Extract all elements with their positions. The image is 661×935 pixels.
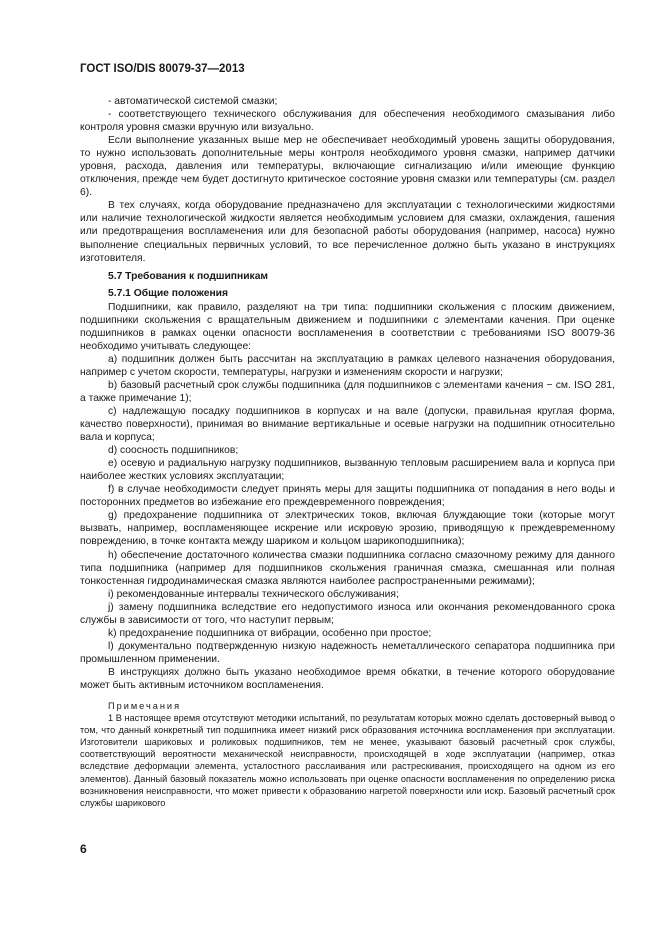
- paragraph: В инструкциях должно быть указано необходимое время обкатки, в течение которого оборудование может быть активным источником воспламенения.: [80, 666, 615, 691]
- subsection-title: 5.7.1 Общие положения: [108, 287, 228, 299]
- list-item: j) замену подшипника вследствие его недопустимого износа или окончания рекомендованного срока службы в зависимости от того, что наступит первым;: [80, 601, 615, 626]
- document-header: ГОСТ ISO/DIS 80079-37—2013: [80, 63, 245, 75]
- list-item: e) осевую и радиальную нагрузку подшипников, вызванную тепловым расширением вала и корпуса при наиболее жестких условиях эксплуатации;: [80, 458, 615, 483]
- list-item: c) надлежащую посадку подшипников в корпусах и на вале (допуски, правильная круглая форма, качество поверхности), принимая во внимание вертикальные и осевые нагрузки на подшипник относительно вала и корпуса;: [80, 405, 615, 444]
- list-item: a) подшипник должен быть рассчитан на эксплуатацию в рамках целевого назначения оборудования, например с учетом скорости, температуры, нагрузки и изменениям скорости и нагрузки;: [80, 353, 615, 378]
- list-item: l) документально подтвержденную низкую надежность неметаллического сепаратора подшипника при промышленном применении.: [80, 640, 615, 665]
- list-item: i) рекомендованные интервалы технического обслуживания;: [108, 588, 399, 600]
- list-item: - автоматической системой смазки;: [108, 96, 278, 107]
- list-item: f) в случае необходимости следует принять меры для защиты подшипника от попадания в него воды и посторонних предметов во избежание его преждевременного повреждения;: [80, 484, 615, 509]
- document-body: [80, 95, 615, 809]
- page-number: 6: [80, 842, 87, 856]
- paragraph: В тех случаях, когда оборудование предназначено для эксплуатации с технологическими жидкостями или наличие технологической жидкости является необходимым условием для смазки, охлаждения, гашения или предотвращения воспламенения или для безопасной работы оборудования (например, насоса) нужно выполнение специальных первичных условий, то все перечисленное должно быть указано в инструкциях изготовителя.: [80, 200, 615, 264]
- list-item: h) обеспечение достаточного количества смазки подшипника согласно смазочному режиму для данного типа подшипника (например для подшипников скольжения граничная смазка, смешанная или полная тонкостенная гидродинамическая смазка являются наиболее распространенными режимами);: [80, 549, 615, 587]
- notes-block: [80, 700, 615, 809]
- list-item: g) предохранение подшипника от электрических токов, включая блуждающие токи (которые могут вызвать, например, воспламеняющее искрение или искровую эрозию, приводящую к преждевременному повреждению, в точке контакта между шариком и кольцом шарикоподшипника);: [80, 510, 615, 548]
- list-item: k) предохранение подшипника от вибрации, особенно при простое;: [108, 627, 432, 639]
- section-title: 5.7 Требования к подшипникам: [108, 270, 269, 282]
- note-item: 1 В настоящее время отсутствуют методики испытаний, по результатам которых можно сделать достоверный вывод о том, что данный конкретный тип подшипника имеет низкий риск образования источника воспламенения при эксплуатации. Изготовители шариковых и роликовых подшипников, тем не менее, указывают базовый расчетный срок службы, соответствующий вероятности механической неисправности, происходящей в ходе эксплуатации (например, отказ вследствие деформации элемента, усталостного расслаивания или растрескивания, происходящего на одном из его элементов). Данный базовый показатель можно использовать при оценке опасности воспламенения по определению риска возникновения неисправности, что может привести к образованию нагретой поверхности или искр. Базовый расчетный срок службы шарикового: [80, 713, 615, 808]
- paragraph: Подшипники, как правило, разделяют на три типа: подшипники скольжения с плоским движением, подшипники скольжения с вращательным движением и подшипники с элементами качения. При оценке подшипников в рамках оценки опасности воспламенения в соответствии с требованиями ISO 80079-36 необходимо учитывать следующее:: [80, 301, 615, 352]
- list-item: - соответствующего технического обслуживания для обеспечения необходимого смазывания либо контроля уровня смазки вручную или визуально.: [80, 109, 615, 134]
- paragraph: Если выполнение указанных выше мер не обеспечивает необходимый уровень защиты оборудования, то нужно использовать дополнительные меры контроля необходимого уровня смазки, например датчики уровня, расхода, давления или температуры, включающие сигнализацию и/или имеющие функцию отключения, прежде чем будет достигнуто критическое состояние уровня смазки или температуры (см. раздел 6).: [80, 135, 615, 199]
- notes-title: Примечания: [108, 701, 182, 712]
- list-item: d) соосность подшипников;: [108, 445, 239, 457]
- list-item: b) базовый расчетный срок службы подшипника (для подшипников с элементами качения − см. ISO 281, а также примечание 1);: [80, 379, 615, 404]
